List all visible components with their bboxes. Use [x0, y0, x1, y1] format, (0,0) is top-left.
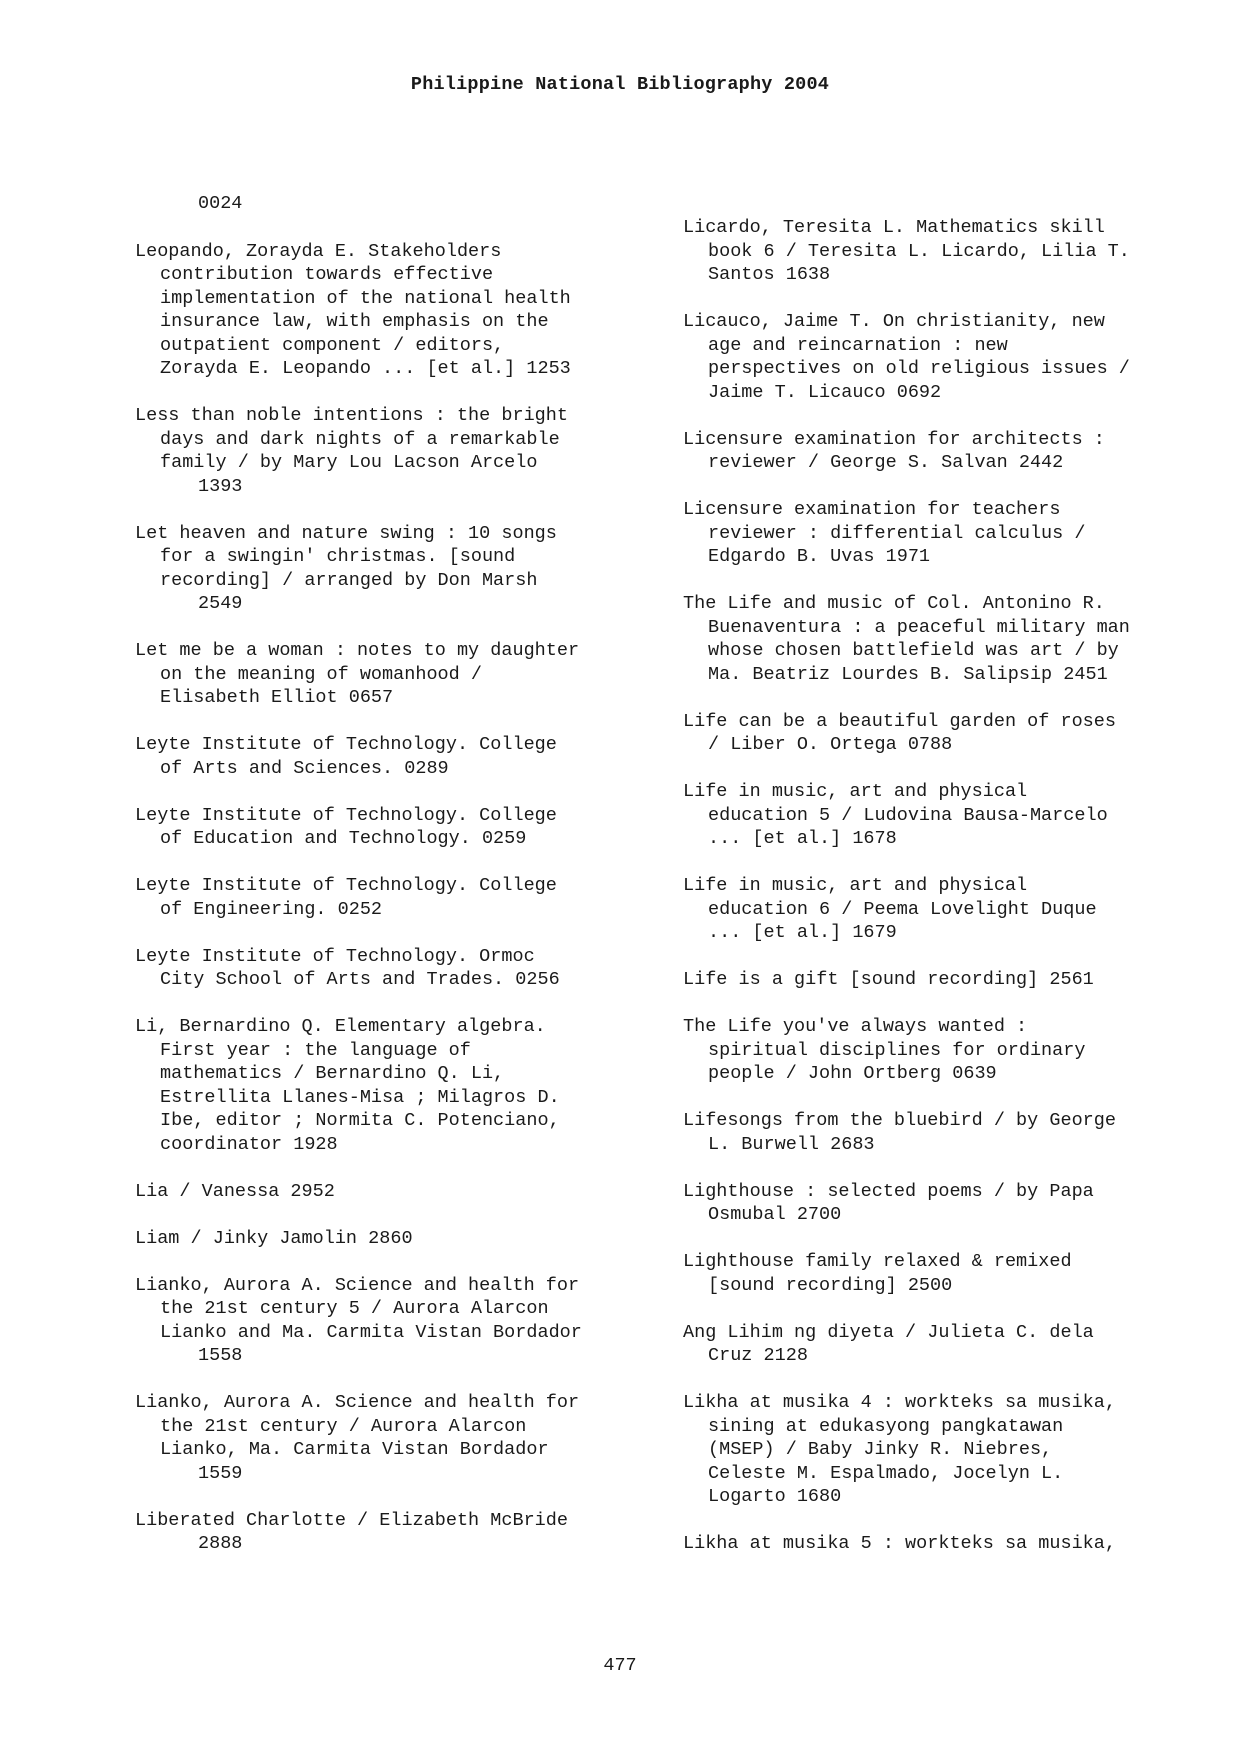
entry-heading-line: Likha at musika 4 : workteks sa musika, [683, 1392, 1116, 1413]
entry-heading-line: The Life you've always wanted : [683, 1016, 1028, 1037]
entry-continuation-line: Ma. Beatriz Lourdes B. Salipsip 2451 [708, 663, 1108, 685]
entry-continuation-line: age and reincarnation : new [708, 334, 1008, 356]
bibliography-entry [683, 310, 1203, 404]
entry-continuation-line: Edgardo B. Uvas 1971 [708, 546, 931, 567]
entry-continuation-line: Ibe, editor ; Normita C. Potenciano, [160, 1110, 560, 1131]
bibliography-entry [135, 804, 655, 851]
entry-continuation-line: of Education and Technology. 0259 [160, 828, 527, 849]
entry-continuation-line: Zorayda E. Leopando ... [et al.] 1253 [160, 358, 571, 379]
bibliography-entry [135, 1227, 655, 1251]
right-entry-list [683, 216, 1203, 1556]
entry-heading-line: Life can be a beautiful garden of roses [683, 710, 1116, 732]
bibliography-entry [683, 710, 1203, 757]
bibliography-entry [135, 1180, 655, 1204]
entry-heading-line: Licauco, Jaime T. On christianity, new [683, 311, 1105, 332]
page-title: Philippine National Bibliography 2004 [410, 74, 830, 95]
bibliography-entry [683, 216, 1203, 287]
bibliography-entry [135, 240, 655, 381]
entry-continuation-line: Celeste M. Espalmado, Jocelyn L. [708, 1462, 1064, 1484]
entry-heading-line: Lianko, Aurora A. Science and health for [135, 1392, 580, 1413]
entry-continuation-line: people / John Ortberg 0639 [708, 1063, 997, 1084]
bibliography-entry [683, 1321, 1203, 1368]
entry-heading-line: Licensure examination for architects : [683, 428, 1105, 450]
bibliography-entry [135, 733, 655, 780]
entry-continuation-line: for a swingin' christmas. [sound [160, 546, 516, 567]
entry-continuation-line: coordinator 1928 [160, 1133, 338, 1155]
entry-continuation-line: Elisabeth Elliot 0657 [160, 687, 394, 708]
entry-continuation-line: book 6 / Teresita L. Licardo, Lilia T. [708, 240, 1130, 262]
bibliography-entry [135, 639, 655, 710]
bibliography-entry [683, 1391, 1203, 1509]
entry-continuation-line: Lianko, Ma. Carmita Vistan Bordador [160, 1439, 549, 1460]
entry-continuation-line: (MSEP) / Baby Jinky R. Niebres, [708, 1439, 1053, 1460]
bibliography-entry [683, 968, 1203, 992]
entry-heading-line: Ang Lihim ng diyeta / Julieta C. dela [683, 1321, 1094, 1343]
entry-continuation-line: Cruz 2128 [708, 1345, 808, 1366]
bibliography-entry [683, 780, 1203, 851]
entry-heading-line: Licardo, Teresita L. Mathematics skill [683, 217, 1105, 238]
entry-continuation-line: [sound recording] 2500 [708, 1274, 953, 1296]
entry-heading-line: Let me be a woman : notes to my daughter [135, 640, 580, 661]
entry-continuation-line: implementation of the national health [160, 287, 571, 309]
entry-continuation-line: mathematics / Bernardino Q. Li, [160, 1063, 505, 1084]
entry-continuation-line: Lianko and Ma. Carmita Vistan Bordador [160, 1321, 582, 1343]
entry-continuation-line: City School of Arts and Trades. 0256 [160, 969, 560, 990]
entry-record-number: 1558 [198, 1345, 243, 1366]
entry-heading-line: Likha at musika 5 : workteks sa musika, [683, 1533, 1116, 1554]
bibliography-entry [135, 1509, 655, 1556]
entry-continuation-line: Buenaventura : a peaceful military man [708, 616, 1130, 638]
entry-continuation-line: of Engineering. 0252 [160, 898, 383, 920]
entry-continuation-line: on the meaning of womanhood / [160, 663, 482, 685]
entry-heading-line: Life in music, art and physical [683, 781, 1028, 802]
bibliography-entry [683, 1180, 1203, 1227]
bibliography-entry [135, 522, 655, 616]
entry-continuation-line: ... [et al.] 1679 [708, 922, 897, 943]
entry-heading-line: Less than noble intentions : the bright [135, 405, 568, 426]
entry-continuation-line: / Liber O. Ortega 0788 [708, 734, 953, 755]
entry-heading-line: Leopando, Zorayda E. Stakeholders [135, 240, 502, 262]
entry-continuation-line: spiritual disciplines for ordinary [708, 1039, 1086, 1061]
entry-continuation-line: First year : the language of [160, 1039, 471, 1061]
right-column [683, 216, 1203, 1579]
entry-continuation-line: education 6 / Peema Lovelight Duque [708, 898, 1097, 920]
entry-heading-line: Lia / Vanessa 2952 [135, 1180, 335, 1202]
entry-heading-line: Leyte Institute of Technology. College [135, 734, 557, 755]
entry-heading-line: Life is a gift [sound recording] 2561 [683, 969, 1094, 990]
entry-continuation-line: recording] / arranged by Don Marsh [160, 569, 538, 591]
page-number: 477 [603, 1655, 637, 1676]
entry-heading-line: Li, Bernardino Q. Elementary algebra. [135, 1016, 546, 1037]
entry-continuation-line: reviewer : differential calculus / [708, 522, 1086, 544]
bibliography-entry [683, 874, 1203, 945]
entry-continuation-line: the 21st century / Aurora Alarcon [160, 1415, 527, 1437]
entry-record-number: 1393 [198, 475, 243, 497]
bibliography-entry [683, 1109, 1203, 1156]
entry-continuation-line: education 5 / Ludovina Bausa-Marcelo [708, 804, 1108, 826]
entry-heading-line: Liberated Charlotte / Elizabeth McBride [135, 1509, 568, 1531]
entry-continuation-line: perspectives on old religious issues / [708, 358, 1130, 379]
left-column [135, 192, 655, 1579]
entry-continuation-line: insurance law, with emphasis on the [160, 311, 549, 332]
bibliography-entry [135, 1391, 655, 1485]
bibliography-entry [135, 404, 655, 498]
entry-heading-line: Life in music, art and physical [683, 875, 1028, 896]
entry-continuation-line: Logarto 1680 [708, 1486, 842, 1507]
entry-heading-line: Liam / Jinky Jamolin 2860 [135, 1227, 413, 1249]
bibliography-entry [683, 498, 1203, 569]
entry-continuation-line: family / by Mary Lou Lacson Arcelo [160, 452, 538, 473]
entry-heading-line: Leyte Institute of Technology. College [135, 875, 557, 896]
entry-continuation-line: contribution towards effective [160, 264, 494, 285]
entry-heading-line: Lianko, Aurora A. Science and health for [135, 1274, 580, 1296]
entry-continuation-line: Osmubal 2700 [708, 1204, 842, 1225]
bibliography-entry [683, 592, 1203, 686]
entry-continuation-line: whose chosen battlefield was art / by [708, 640, 1119, 661]
entry-record-number: 2549 [198, 593, 243, 614]
entry-continuation-line: days and dark nights of a remarkable [160, 428, 560, 450]
entry-continuation-line: Santos 1638 [708, 264, 831, 285]
entry-heading-line: The Life and music of Col. Antonino R. [683, 593, 1105, 614]
entry-continuation-line: outpatient component / editors, [160, 334, 505, 356]
entry-heading-line: Lighthouse : selected poems / by Papa [683, 1180, 1094, 1202]
bibliography-entry [135, 874, 655, 921]
entry-continuation-line: Jaime T. Licauco 0692 [708, 381, 942, 403]
bibliography-entry [683, 1250, 1203, 1297]
entry-heading-line: Lighthouse family relaxed & remixed [683, 1251, 1072, 1272]
continued-record-number: 0024 [198, 193, 243, 214]
entry-record-number: 2888 [198, 1533, 243, 1554]
entry-continuation-line: ... [et al.] 1678 [708, 828, 897, 849]
entry-record-number: 1559 [198, 1462, 243, 1484]
entry-heading-line: Leyte Institute of Technology. Ormoc [135, 945, 535, 967]
entry-heading-line: Leyte Institute of Technology. College [135, 804, 557, 826]
left-entry-list [135, 240, 655, 1556]
bibliography-entry [135, 1015, 655, 1156]
bibliography-entry [683, 1015, 1203, 1086]
bibliography-entry [135, 945, 655, 992]
bibliography-entry [135, 1274, 655, 1368]
entry-continuation-line: of Arts and Sciences. 0289 [160, 757, 449, 779]
entry-continuation-line: Estrellita Llanes-Misa ; Milagros D. [160, 1086, 560, 1108]
entry-heading-line: Lifesongs from the bluebird / by George [683, 1110, 1116, 1131]
entry-continuation-line: L. Burwell 2683 [708, 1133, 875, 1155]
entry-continuation-line: sining at edukasyong pangkatawan [708, 1415, 1064, 1437]
entry-continuation-line: reviewer / George S. Salvan 2442 [708, 452, 1064, 473]
entry-heading-line: Licensure examination for teachers [683, 499, 1061, 520]
entry-heading-line: Let heaven and nature swing : 10 songs [135, 522, 557, 544]
bibliography-entry [683, 428, 1203, 475]
bibliography-entry [683, 1532, 1203, 1556]
entry-continuation-line: the 21st century 5 / Aurora Alarcon [160, 1298, 549, 1319]
